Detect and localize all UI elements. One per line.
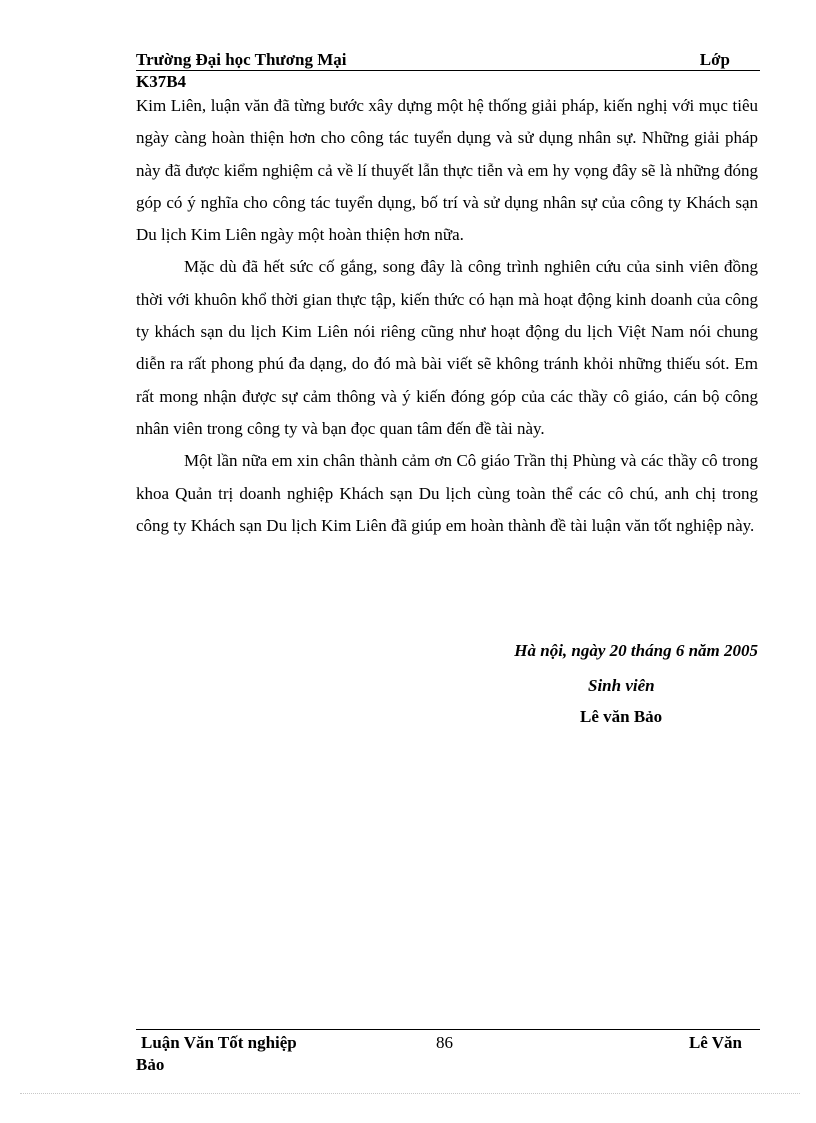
- paragraph-2: Mặc dù đã hết sức cố gắng, song đây là công trình nghiên cứu của sinh viên đồng thời với khuôn khổ thời gian thực tập, kiến thức có hạn mà hoạt động kinh doanh của công ty khách sạn du lịch Kim Liên nói riêng cũng như hoạt động du lịch Việt Nam nói chung diễn ra rất phong phú đa dạng, do đó mà bài viết sẽ không tránh khỏi những thiếu sót. Em rất mong nhận được sự cảm thông và ý kiến đóng góp của các thầy cô giáo, cán bộ công nhân viên trong công ty và bạn đọc quan tâm đến đề tài này.: [136, 257, 758, 438]
- page-number: 86: [436, 1033, 453, 1052]
- signature-place-date: Hà nội, ngày 20 tháng 6 năm 2005: [514, 641, 758, 660]
- paragraph-3: Một lần nữa em xin chân thành cảm ơn Cô giáo Trần thị Phùng và các thầy cô trong khoa Quản trị doanh nghiệp Khách sạn Du lịch cùng toàn thể các cô chú, anh chị trong công ty Khách sạn Du lịch Kim Liên đã giúp em hoàn thành đề tài luận văn tốt nghiệp này.: [136, 451, 758, 535]
- footer-title: Luận Văn Tốt nghiệp: [141, 1033, 297, 1052]
- footer-author-continued: Bảo: [136, 1055, 165, 1074]
- header-class-label: Lớp: [699, 50, 730, 69]
- page-header: [136, 50, 760, 71]
- header-school-name: Trường Đại học Thương Mại: [136, 50, 347, 69]
- paragraph-1: Kim Liên, luận văn đã từng bước xây dựng một hệ thống giải pháp, kiến nghị với mục tiêu ngày càng hoàn thiện hơn cho công tác tuyển dụng và sử dụng nhân sự. Những giải pháp này đã được kiểm nghiệm cả về lí thuyết lẫn thực tiễn và em hy vọng đây sẽ là những đóng góp có ý nghĩa cho công tác tuyển dụng, bố trí và sử dụng nhân sự của công ty Khách sạn Du lịch Kim Liên ngày một hoàn thiện hơn nữa.: [136, 96, 758, 245]
- footer-divider: [136, 1029, 760, 1030]
- document-body: [136, 90, 758, 542]
- signature-name: Lê văn Bảo: [580, 707, 663, 726]
- page-bottom-dotted-line: [20, 1093, 800, 1094]
- signature-role: Sinh viên: [588, 676, 655, 695]
- header-class-code: K37B4: [136, 72, 187, 91]
- footer-author: Lê Văn: [688, 1033, 742, 1052]
